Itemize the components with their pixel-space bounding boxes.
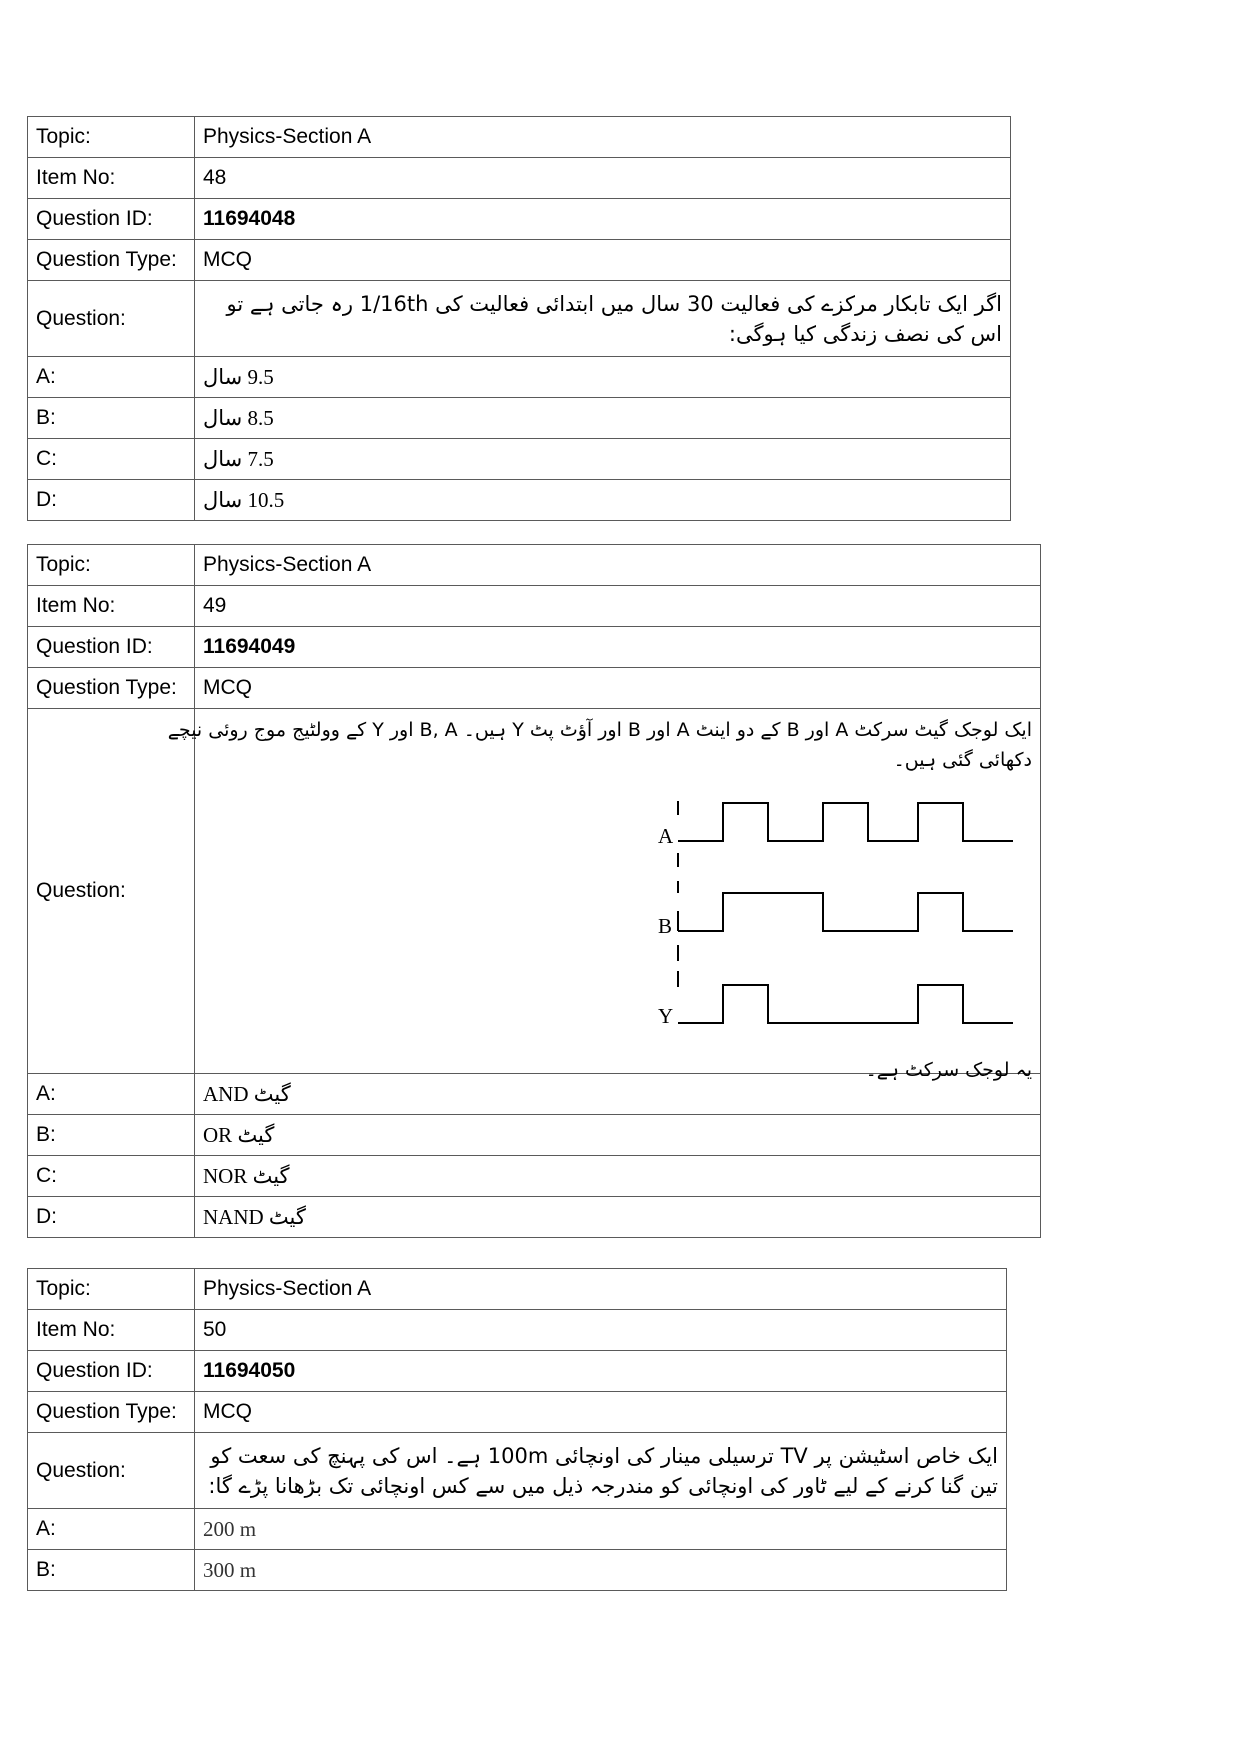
item-row — [28, 158, 1011, 199]
question-row — [28, 709, 1041, 1074]
waveform-label-b: B — [658, 914, 673, 938]
option-row-b — [28, 1550, 1007, 1591]
item-label: Item No: — [28, 158, 195, 199]
question-label: Question: — [28, 281, 195, 357]
question-id-value: 11694049 — [195, 627, 1041, 668]
option-row-b — [28, 398, 1011, 439]
waveform-y — [678, 985, 1013, 1023]
question-label: Question: — [28, 709, 195, 1074]
topic-label: Topic: — [28, 1269, 195, 1310]
option-text: 8.5 سال — [203, 405, 274, 430]
question-id-value: 11694050 — [195, 1351, 1007, 1392]
option-value — [195, 480, 1011, 521]
item-label: Item No: — [28, 1310, 195, 1351]
option-label: A: — [28, 1074, 195, 1115]
question-id-row — [28, 1351, 1007, 1392]
option-text: 7.5 سال — [203, 446, 274, 471]
question-type-label: Question Type: — [28, 1392, 195, 1433]
topic-value: Physics-Section A — [195, 117, 1011, 158]
topic-label: Topic: — [28, 545, 195, 586]
option-text: 10.5 سال — [203, 487, 285, 512]
waveform-label-a: A — [658, 824, 674, 848]
option-value — [195, 398, 1011, 439]
option-text: 9.5 سال — [203, 364, 274, 389]
question-content — [167, 709, 1032, 1081]
question-text: اگر ایک تابکار مرکزے کی فعالیت 30 سال میں ابتدائی فعالیت کی 1/16th رہ جاتی ہے تو اس کی نصف زندگی کیا ہوگی: — [195, 281, 1011, 357]
question-id-row — [28, 627, 1041, 668]
item-value: 50 — [195, 1310, 1007, 1351]
question-type-value: MCQ — [195, 240, 1011, 281]
option-label: D: — [28, 480, 195, 521]
option-value: 300 m — [195, 1550, 1007, 1591]
question-table-48 — [27, 116, 1011, 521]
question-table-50 — [27, 1268, 1007, 1591]
option-row-c — [28, 1156, 1041, 1197]
item-value: 49 — [195, 586, 1041, 627]
question-type-value: MCQ — [195, 1392, 1007, 1433]
option-label: B: — [28, 398, 195, 439]
question-type-row — [28, 240, 1011, 281]
item-row — [28, 586, 1041, 627]
waveform-b — [678, 893, 1013, 931]
topic-value: Physics-Section A — [195, 1269, 1007, 1310]
option-value — [195, 1115, 1041, 1156]
option-text: NOR گیٹ — [203, 1163, 290, 1188]
option-label: D: — [28, 1197, 195, 1238]
option-label: C: — [28, 439, 195, 480]
question-type-value: MCQ — [195, 668, 1041, 709]
option-label: B: — [28, 1550, 195, 1591]
question-row — [28, 281, 1011, 357]
option-row-b — [28, 1115, 1041, 1156]
topic-label: Topic: — [28, 117, 195, 158]
question-type-row — [28, 668, 1041, 709]
question-text: ایک خاص اسٹیشن پر TV ترسیلی مینار کی اونچائی 100m ہے۔ اس کی پہنچ کی سعت کو تین گنا کرنے کے لیے ٹاور کی اونچائی کو مندرجہ ذیل میں سے کس اونچائی تک بڑھانا پڑے گا: — [195, 1433, 1007, 1509]
question-type-row — [28, 1392, 1007, 1433]
item-row — [28, 1310, 1007, 1351]
question-cell — [167, 709, 1041, 1081]
item-value: 48 — [195, 158, 1011, 199]
question-type-label: Question Type: — [28, 240, 195, 281]
option-text: OR گیٹ — [203, 1122, 275, 1147]
question-label: Question: — [28, 1433, 195, 1509]
option-label: A: — [28, 357, 195, 398]
option-row-d — [28, 480, 1011, 521]
option-text: NAND گیٹ — [203, 1204, 306, 1229]
question-id-label: Question ID: — [28, 627, 195, 668]
question-id-value: 11694048 — [195, 199, 1011, 240]
waveform-a — [678, 803, 1013, 841]
option-value: 200 m — [195, 1509, 1007, 1550]
option-row-c — [28, 439, 1011, 480]
question-row — [28, 1433, 1007, 1509]
topic-row — [28, 1269, 1007, 1310]
option-text: AND گیٹ — [203, 1081, 291, 1106]
question-tail-text: یہ لوجک سرکٹ ہے۔ — [865, 1059, 1032, 1081]
question-id-row — [28, 199, 1011, 240]
question-type-label: Question Type: — [28, 668, 195, 709]
question-text: ایک لوجک گیٹ سرکٹ A اور B کے دو اینٹ A اور B اور آؤٹ پٹ Y ہیں۔ B, A اور Y کے وولٹیج موج روئی نیچے دکھائی گئی ہیں۔ — [167, 719, 1032, 771]
option-value — [195, 439, 1011, 480]
topic-value: Physics-Section A — [195, 545, 1041, 586]
question-id-label: Question ID: — [28, 199, 195, 240]
option-row-a — [28, 1509, 1007, 1550]
topic-row — [28, 545, 1041, 586]
option-row-a — [28, 357, 1011, 398]
option-value — [195, 1156, 1041, 1197]
topic-row — [28, 117, 1011, 158]
option-value — [195, 1197, 1041, 1238]
option-row-d — [28, 1197, 1041, 1238]
question-table-49 — [27, 544, 1041, 1238]
option-label: B: — [28, 1115, 195, 1156]
option-label: C: — [28, 1156, 195, 1197]
option-value — [195, 357, 1011, 398]
waveform-diagram — [658, 801, 1028, 1031]
question-id-label: Question ID: — [28, 1351, 195, 1392]
item-label: Item No: — [28, 586, 195, 627]
option-label: A: — [28, 1509, 195, 1550]
waveform-label-y: Y — [658, 1004, 674, 1028]
